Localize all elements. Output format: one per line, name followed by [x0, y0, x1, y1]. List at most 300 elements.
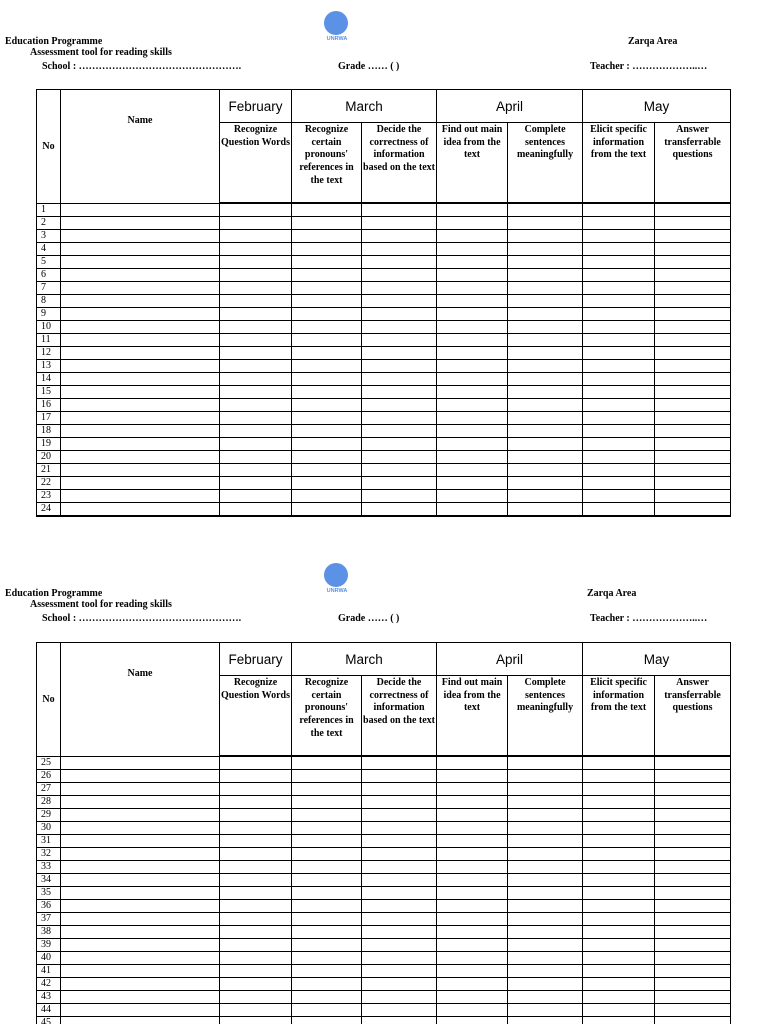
score-cell[interactable]	[292, 269, 362, 282]
score-cell[interactable]	[220, 334, 292, 347]
score-cell[interactable]	[220, 477, 292, 490]
score-cell[interactable]	[220, 965, 292, 978]
score-cell[interactable]	[583, 321, 655, 334]
score-cell[interactable]	[220, 835, 292, 848]
score-cell[interactable]	[292, 965, 362, 978]
name-cell[interactable]	[61, 861, 220, 874]
score-cell[interactable]	[220, 913, 292, 926]
name-cell[interactable]	[61, 477, 220, 490]
score-cell[interactable]	[437, 978, 508, 991]
score-cell[interactable]	[362, 887, 437, 900]
score-cell[interactable]	[362, 386, 437, 399]
name-cell[interactable]	[61, 503, 220, 517]
score-cell[interactable]	[655, 822, 731, 835]
score-cell[interactable]	[220, 848, 292, 861]
score-cell[interactable]	[437, 334, 508, 347]
score-cell[interactable]	[508, 796, 583, 809]
score-cell[interactable]	[508, 464, 583, 477]
score-cell[interactable]	[220, 243, 292, 256]
score-cell[interactable]	[362, 770, 437, 783]
score-cell[interactable]	[362, 412, 437, 425]
name-cell[interactable]	[61, 256, 220, 269]
score-cell[interactable]	[583, 887, 655, 900]
name-cell[interactable]	[61, 952, 220, 965]
score-cell[interactable]	[583, 783, 655, 796]
score-cell[interactable]	[437, 295, 508, 308]
score-cell[interactable]	[508, 282, 583, 295]
score-cell[interactable]	[655, 451, 731, 464]
score-cell[interactable]	[655, 217, 731, 230]
name-cell[interactable]	[61, 822, 220, 835]
score-cell[interactable]	[583, 939, 655, 952]
score-cell[interactable]	[508, 978, 583, 991]
score-cell[interactable]	[220, 1004, 292, 1017]
name-cell[interactable]	[61, 203, 220, 217]
score-cell[interactable]	[292, 243, 362, 256]
score-cell[interactable]	[508, 490, 583, 503]
score-cell[interactable]	[292, 1004, 362, 1017]
score-cell[interactable]	[655, 425, 731, 438]
score-cell[interactable]	[655, 334, 731, 347]
score-cell[interactable]	[437, 438, 508, 451]
score-cell[interactable]	[437, 360, 508, 373]
score-cell[interactable]	[437, 991, 508, 1004]
score-cell[interactable]	[220, 399, 292, 412]
score-cell[interactable]	[583, 503, 655, 517]
score-cell[interactable]	[655, 783, 731, 796]
score-cell[interactable]	[220, 425, 292, 438]
score-cell[interactable]	[508, 926, 583, 939]
score-cell[interactable]	[583, 399, 655, 412]
score-cell[interactable]	[655, 464, 731, 477]
score-cell[interactable]	[220, 822, 292, 835]
score-cell[interactable]	[292, 386, 362, 399]
score-cell[interactable]	[362, 796, 437, 809]
name-cell[interactable]	[61, 347, 220, 360]
score-cell[interactable]	[292, 217, 362, 230]
score-cell[interactable]	[292, 256, 362, 269]
score-cell[interactable]	[583, 809, 655, 822]
name-cell[interactable]	[61, 796, 220, 809]
score-cell[interactable]	[508, 913, 583, 926]
score-cell[interactable]	[583, 217, 655, 230]
score-cell[interactable]	[437, 952, 508, 965]
score-cell[interactable]	[220, 282, 292, 295]
name-cell[interactable]	[61, 848, 220, 861]
score-cell[interactable]	[508, 373, 583, 386]
name-cell[interactable]	[61, 783, 220, 796]
score-cell[interactable]	[362, 991, 437, 1004]
score-cell[interactable]	[437, 243, 508, 256]
score-cell[interactable]	[508, 295, 583, 308]
score-cell[interactable]	[292, 913, 362, 926]
score-cell[interactable]	[362, 783, 437, 796]
score-cell[interactable]	[508, 425, 583, 438]
score-cell[interactable]	[362, 978, 437, 991]
name-cell[interactable]	[61, 438, 220, 451]
score-cell[interactable]	[655, 965, 731, 978]
score-cell[interactable]	[292, 756, 362, 770]
score-cell[interactable]	[583, 334, 655, 347]
score-cell[interactable]	[655, 848, 731, 861]
score-cell[interactable]	[655, 321, 731, 334]
score-cell[interactable]	[220, 256, 292, 269]
score-cell[interactable]	[437, 399, 508, 412]
score-cell[interactable]	[655, 308, 731, 321]
score-cell[interactable]	[362, 952, 437, 965]
score-cell[interactable]	[655, 295, 731, 308]
score-cell[interactable]	[437, 861, 508, 874]
score-cell[interactable]	[362, 256, 437, 269]
score-cell[interactable]	[583, 308, 655, 321]
score-cell[interactable]	[292, 347, 362, 360]
score-cell[interactable]	[220, 991, 292, 1004]
score-cell[interactable]	[362, 861, 437, 874]
score-cell[interactable]	[655, 477, 731, 490]
name-cell[interactable]	[61, 464, 220, 477]
score-cell[interactable]	[292, 991, 362, 1004]
score-cell[interactable]	[437, 900, 508, 913]
score-cell[interactable]	[362, 809, 437, 822]
score-cell[interactable]	[437, 1004, 508, 1017]
score-cell[interactable]	[220, 230, 292, 243]
score-cell[interactable]	[220, 887, 292, 900]
name-cell[interactable]	[61, 451, 220, 464]
score-cell[interactable]	[437, 321, 508, 334]
name-cell[interactable]	[61, 900, 220, 913]
score-cell[interactable]	[508, 451, 583, 464]
score-cell[interactable]	[362, 464, 437, 477]
score-cell[interactable]	[583, 373, 655, 386]
score-cell[interactable]	[655, 952, 731, 965]
score-cell[interactable]	[583, 425, 655, 438]
score-cell[interactable]	[437, 756, 508, 770]
score-cell[interactable]	[362, 900, 437, 913]
score-cell[interactable]	[508, 321, 583, 334]
score-cell[interactable]	[292, 1017, 362, 1024]
score-cell[interactable]	[508, 874, 583, 887]
score-cell[interactable]	[655, 203, 731, 217]
score-cell[interactable]	[292, 503, 362, 517]
score-cell[interactable]	[437, 809, 508, 822]
score-cell[interactable]	[362, 848, 437, 861]
score-cell[interactable]	[220, 861, 292, 874]
score-cell[interactable]	[220, 464, 292, 477]
score-cell[interactable]	[655, 386, 731, 399]
score-cell[interactable]	[508, 386, 583, 399]
score-cell[interactable]	[655, 926, 731, 939]
score-cell[interactable]	[508, 952, 583, 965]
score-cell[interactable]	[508, 756, 583, 770]
score-cell[interactable]	[583, 756, 655, 770]
score-cell[interactable]	[583, 412, 655, 425]
score-cell[interactable]	[508, 360, 583, 373]
score-cell[interactable]	[292, 952, 362, 965]
name-cell[interactable]	[61, 490, 220, 503]
score-cell[interactable]	[655, 373, 731, 386]
score-cell[interactable]	[583, 490, 655, 503]
score-cell[interactable]	[292, 295, 362, 308]
score-cell[interactable]	[655, 991, 731, 1004]
name-cell[interactable]	[61, 991, 220, 1004]
score-cell[interactable]	[220, 295, 292, 308]
score-cell[interactable]	[362, 334, 437, 347]
score-cell[interactable]	[437, 874, 508, 887]
score-cell[interactable]	[292, 230, 362, 243]
score-cell[interactable]	[220, 939, 292, 952]
score-cell[interactable]	[362, 295, 437, 308]
score-cell[interactable]	[220, 770, 292, 783]
score-cell[interactable]	[437, 256, 508, 269]
score-cell[interactable]	[655, 809, 731, 822]
score-cell[interactable]	[220, 360, 292, 373]
name-cell[interactable]	[61, 809, 220, 822]
score-cell[interactable]	[437, 796, 508, 809]
score-cell[interactable]	[583, 952, 655, 965]
score-cell[interactable]	[292, 464, 362, 477]
name-cell[interactable]	[61, 887, 220, 900]
score-cell[interactable]	[508, 770, 583, 783]
score-cell[interactable]	[655, 796, 731, 809]
name-cell[interactable]	[61, 913, 220, 926]
name-cell[interactable]	[61, 373, 220, 386]
name-cell[interactable]	[61, 425, 220, 438]
score-cell[interactable]	[362, 360, 437, 373]
name-cell[interactable]	[61, 412, 220, 425]
score-cell[interactable]	[583, 1017, 655, 1024]
score-cell[interactable]	[362, 269, 437, 282]
score-cell[interactable]	[292, 861, 362, 874]
score-cell[interactable]	[437, 464, 508, 477]
score-cell[interactable]	[583, 835, 655, 848]
score-cell[interactable]	[655, 412, 731, 425]
score-cell[interactable]	[655, 438, 731, 451]
score-cell[interactable]	[292, 334, 362, 347]
score-cell[interactable]	[437, 347, 508, 360]
score-cell[interactable]	[508, 412, 583, 425]
name-cell[interactable]	[61, 295, 220, 308]
score-cell[interactable]	[362, 243, 437, 256]
score-cell[interactable]	[655, 347, 731, 360]
score-cell[interactable]	[583, 243, 655, 256]
score-cell[interactable]	[508, 347, 583, 360]
score-cell[interactable]	[292, 783, 362, 796]
score-cell[interactable]	[437, 386, 508, 399]
score-cell[interactable]	[220, 809, 292, 822]
score-cell[interactable]	[220, 308, 292, 321]
score-cell[interactable]	[292, 848, 362, 861]
score-cell[interactable]	[655, 861, 731, 874]
score-cell[interactable]	[655, 269, 731, 282]
score-cell[interactable]	[292, 399, 362, 412]
score-cell[interactable]	[437, 282, 508, 295]
score-cell[interactable]	[362, 451, 437, 464]
score-cell[interactable]	[583, 965, 655, 978]
score-cell[interactable]	[292, 425, 362, 438]
score-cell[interactable]	[508, 1004, 583, 1017]
score-cell[interactable]	[655, 835, 731, 848]
score-cell[interactable]	[220, 952, 292, 965]
score-cell[interactable]	[437, 503, 508, 517]
score-cell[interactable]	[437, 477, 508, 490]
score-cell[interactable]	[583, 360, 655, 373]
score-cell[interactable]	[437, 230, 508, 243]
score-cell[interactable]	[220, 503, 292, 517]
score-cell[interactable]	[655, 490, 731, 503]
score-cell[interactable]	[292, 939, 362, 952]
score-cell[interactable]	[583, 1004, 655, 1017]
score-cell[interactable]	[655, 1004, 731, 1017]
name-cell[interactable]	[61, 965, 220, 978]
score-cell[interactable]	[362, 347, 437, 360]
score-cell[interactable]	[437, 939, 508, 952]
score-cell[interactable]	[292, 308, 362, 321]
name-cell[interactable]	[61, 835, 220, 848]
score-cell[interactable]	[292, 822, 362, 835]
score-cell[interactable]	[655, 900, 731, 913]
score-cell[interactable]	[508, 783, 583, 796]
score-cell[interactable]	[292, 360, 362, 373]
score-cell[interactable]	[508, 256, 583, 269]
score-cell[interactable]	[362, 965, 437, 978]
score-cell[interactable]	[220, 203, 292, 217]
score-cell[interactable]	[292, 321, 362, 334]
score-cell[interactable]	[583, 926, 655, 939]
score-cell[interactable]	[362, 503, 437, 517]
name-cell[interactable]	[61, 269, 220, 282]
score-cell[interactable]	[292, 809, 362, 822]
score-cell[interactable]	[292, 796, 362, 809]
name-cell[interactable]	[61, 360, 220, 373]
score-cell[interactable]	[655, 243, 731, 256]
score-cell[interactable]	[292, 770, 362, 783]
score-cell[interactable]	[292, 978, 362, 991]
score-cell[interactable]	[220, 321, 292, 334]
score-cell[interactable]	[362, 1004, 437, 1017]
score-cell[interactable]	[508, 939, 583, 952]
score-cell[interactable]	[292, 490, 362, 503]
score-cell[interactable]	[362, 756, 437, 770]
score-cell[interactable]	[220, 1017, 292, 1024]
score-cell[interactable]	[508, 269, 583, 282]
score-cell[interactable]	[583, 203, 655, 217]
score-cell[interactable]	[508, 438, 583, 451]
name-cell[interactable]	[61, 939, 220, 952]
score-cell[interactable]	[437, 1017, 508, 1024]
score-cell[interactable]	[220, 490, 292, 503]
name-cell[interactable]	[61, 926, 220, 939]
score-cell[interactable]	[362, 308, 437, 321]
score-cell[interactable]	[437, 913, 508, 926]
score-cell[interactable]	[220, 347, 292, 360]
name-cell[interactable]	[61, 334, 220, 347]
name-cell[interactable]	[61, 874, 220, 887]
score-cell[interactable]	[437, 822, 508, 835]
score-cell[interactable]	[655, 874, 731, 887]
score-cell[interactable]	[583, 900, 655, 913]
score-cell[interactable]	[655, 913, 731, 926]
score-cell[interactable]	[220, 783, 292, 796]
score-cell[interactable]	[508, 203, 583, 217]
score-cell[interactable]	[362, 822, 437, 835]
score-cell[interactable]	[583, 282, 655, 295]
score-cell[interactable]	[292, 874, 362, 887]
score-cell[interactable]	[292, 887, 362, 900]
score-cell[interactable]	[292, 835, 362, 848]
score-cell[interactable]	[655, 770, 731, 783]
score-cell[interactable]	[362, 282, 437, 295]
score-cell[interactable]	[583, 451, 655, 464]
score-cell[interactable]	[220, 900, 292, 913]
score-cell[interactable]	[437, 770, 508, 783]
score-cell[interactable]	[220, 926, 292, 939]
score-cell[interactable]	[583, 477, 655, 490]
score-cell[interactable]	[292, 373, 362, 386]
score-cell[interactable]	[655, 282, 731, 295]
score-cell[interactable]	[583, 770, 655, 783]
name-cell[interactable]	[61, 756, 220, 770]
score-cell[interactable]	[508, 1017, 583, 1024]
name-cell[interactable]	[61, 1017, 220, 1024]
score-cell[interactable]	[362, 477, 437, 490]
score-cell[interactable]	[220, 874, 292, 887]
score-cell[interactable]	[220, 451, 292, 464]
score-cell[interactable]	[362, 835, 437, 848]
score-cell[interactable]	[362, 321, 437, 334]
score-cell[interactable]	[508, 965, 583, 978]
name-cell[interactable]	[61, 282, 220, 295]
score-cell[interactable]	[583, 464, 655, 477]
score-cell[interactable]	[220, 756, 292, 770]
score-cell[interactable]	[583, 269, 655, 282]
score-cell[interactable]	[220, 796, 292, 809]
score-cell[interactable]	[655, 978, 731, 991]
score-cell[interactable]	[220, 438, 292, 451]
score-cell[interactable]	[437, 217, 508, 230]
score-cell[interactable]	[508, 809, 583, 822]
score-cell[interactable]	[437, 425, 508, 438]
score-cell[interactable]	[655, 756, 731, 770]
score-cell[interactable]	[437, 451, 508, 464]
score-cell[interactable]	[437, 835, 508, 848]
score-cell[interactable]	[508, 887, 583, 900]
score-cell[interactable]	[437, 308, 508, 321]
score-cell[interactable]	[292, 900, 362, 913]
score-cell[interactable]	[220, 412, 292, 425]
name-cell[interactable]	[61, 1004, 220, 1017]
score-cell[interactable]	[362, 230, 437, 243]
score-cell[interactable]	[583, 347, 655, 360]
name-cell[interactable]	[61, 243, 220, 256]
score-cell[interactable]	[508, 243, 583, 256]
name-cell[interactable]	[61, 399, 220, 412]
name-cell[interactable]	[61, 978, 220, 991]
score-cell[interactable]	[362, 913, 437, 926]
score-cell[interactable]	[583, 913, 655, 926]
score-cell[interactable]	[220, 269, 292, 282]
score-cell[interactable]	[292, 438, 362, 451]
score-cell[interactable]	[362, 425, 437, 438]
score-cell[interactable]	[583, 386, 655, 399]
score-cell[interactable]	[583, 230, 655, 243]
score-cell[interactable]	[655, 939, 731, 952]
score-cell[interactable]	[437, 490, 508, 503]
score-cell[interactable]	[220, 978, 292, 991]
score-cell[interactable]	[362, 939, 437, 952]
score-cell[interactable]	[437, 783, 508, 796]
score-cell[interactable]	[655, 1017, 731, 1024]
name-cell[interactable]	[61, 386, 220, 399]
